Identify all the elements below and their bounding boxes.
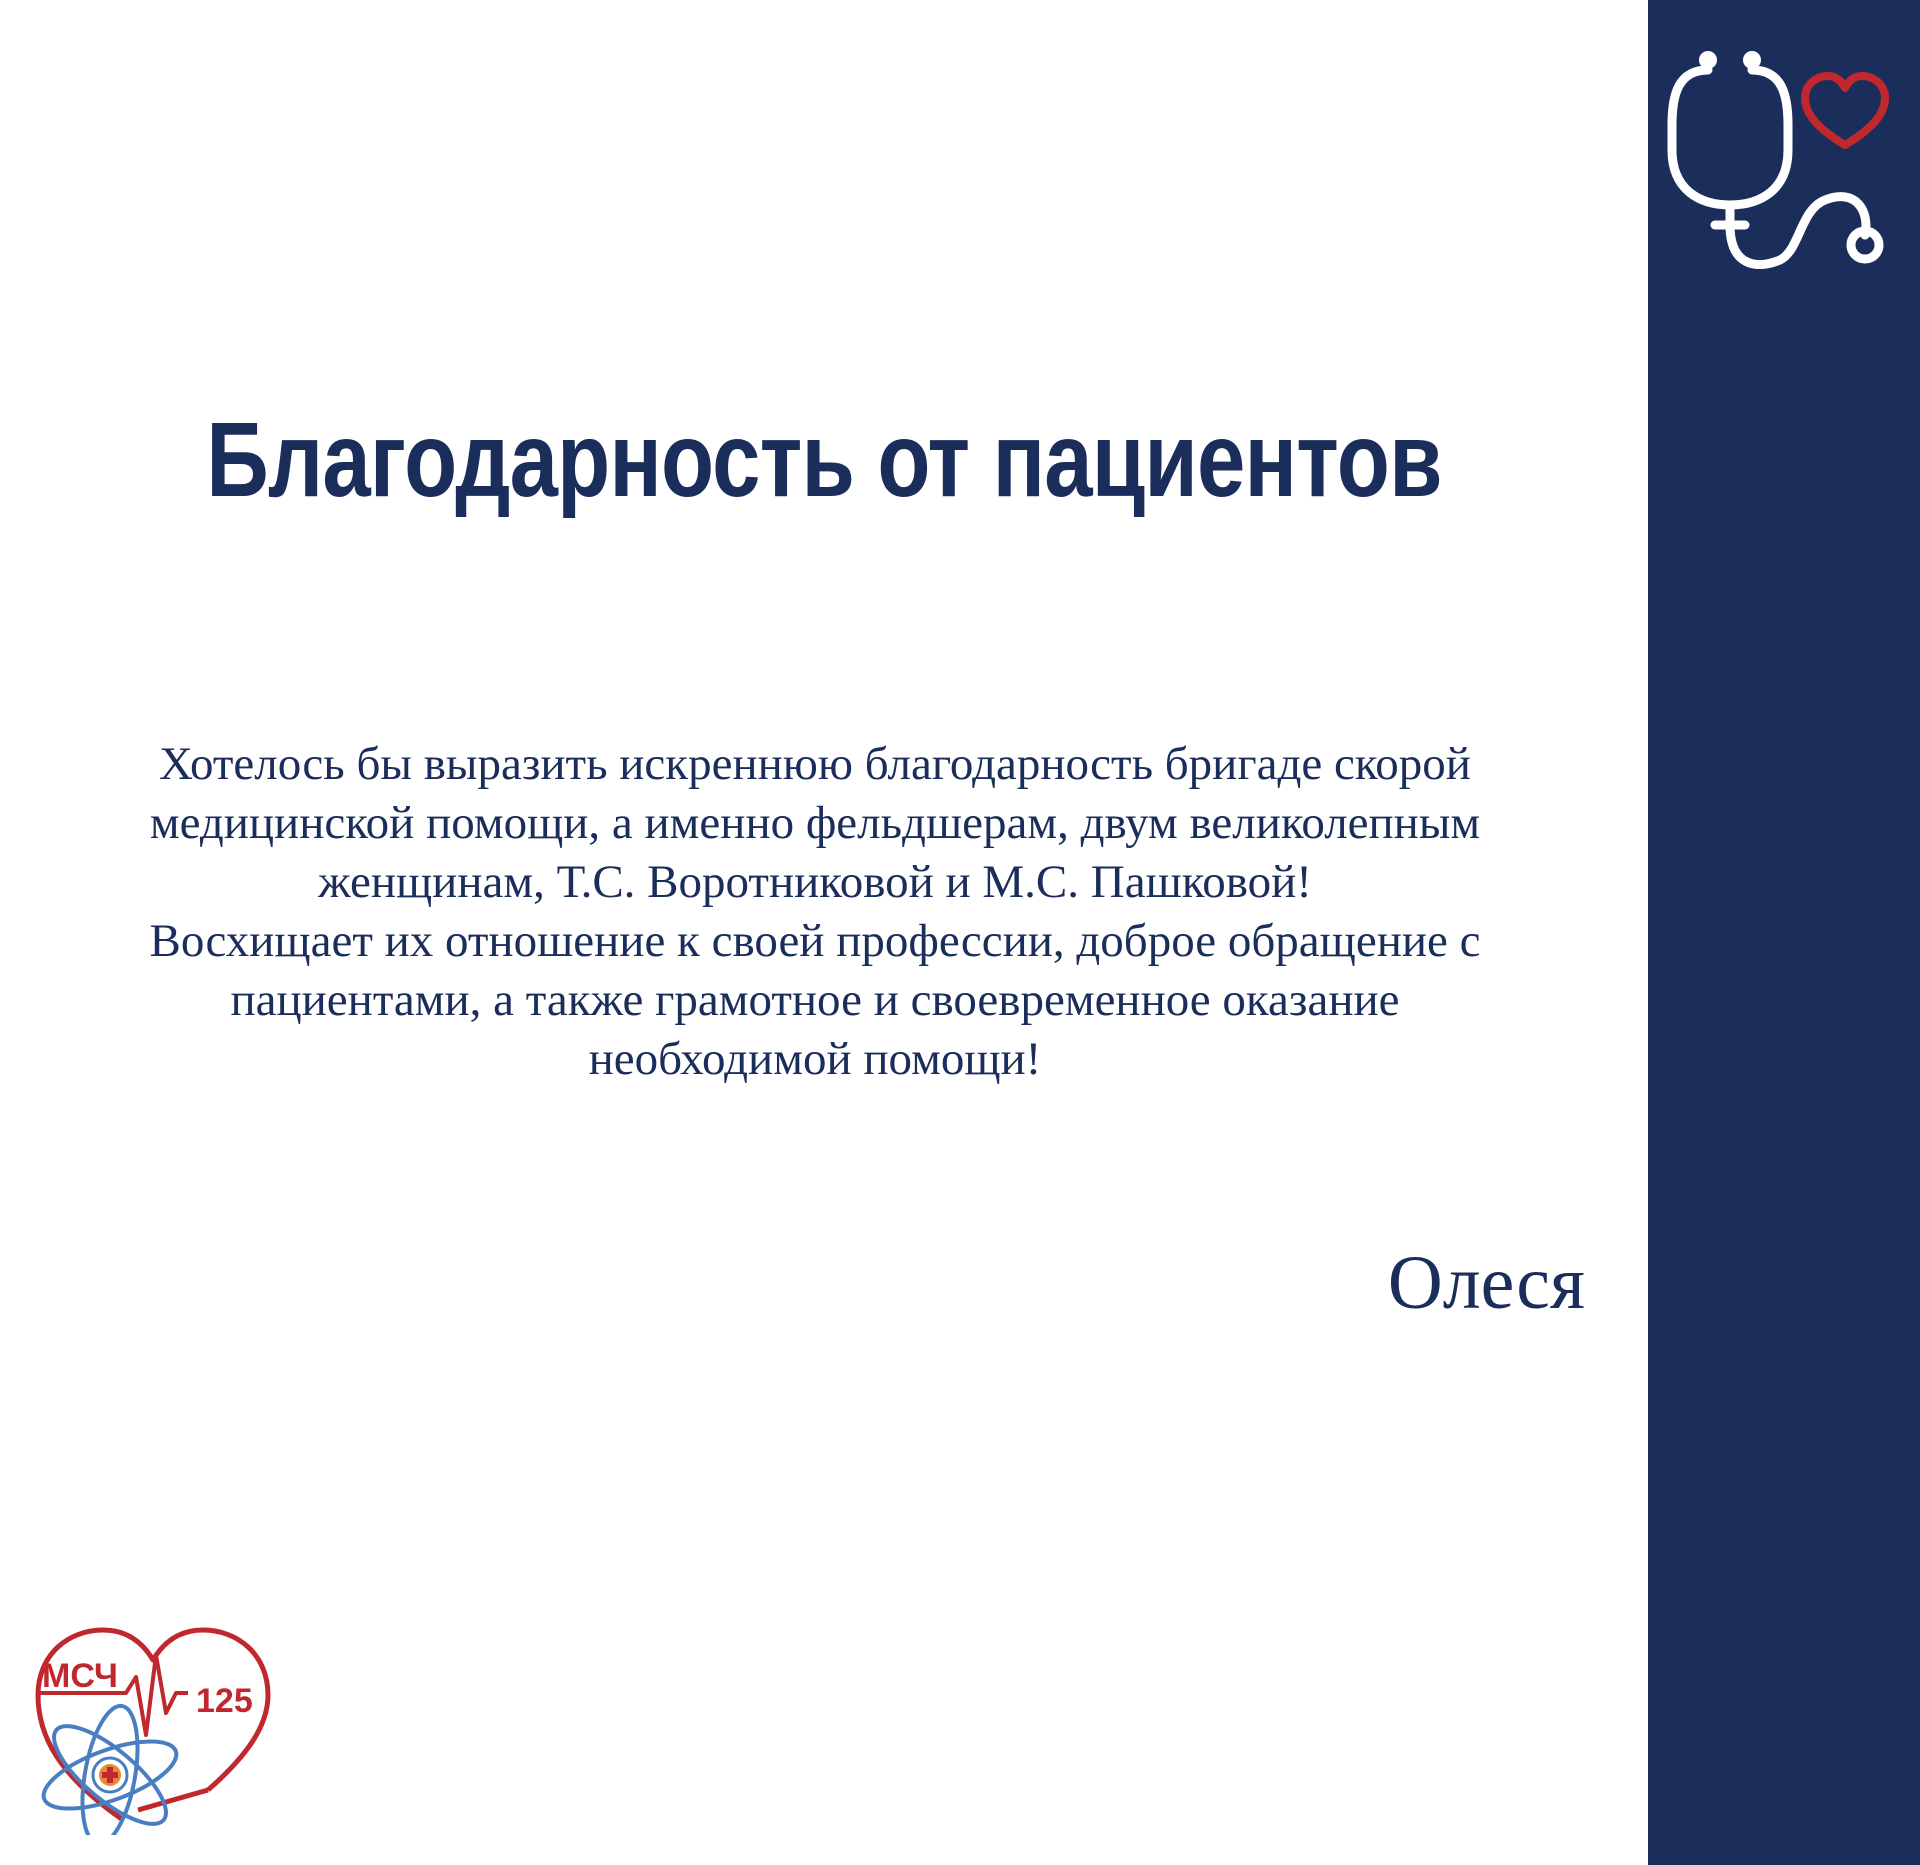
logo-text-left: МСЧ (42, 1657, 118, 1695)
msch-125-logo (28, 1615, 278, 1835)
message-line: пациентами, а также грамотное и своевременное оказание (230, 974, 1400, 1026)
logo-text-right: 125 (196, 1682, 253, 1720)
message-line: Хотелось бы выразить искреннюю благодарность бригаде скорой (159, 738, 1471, 790)
gratitude-message (40, 735, 1590, 1089)
signature: Олеся (1387, 1241, 1585, 1325)
right-sidebar-panel (1648, 0, 1920, 1865)
message-line: Восхищает их отношение к своей профессии, доброе обращение с (149, 915, 1481, 967)
message-line: необходимой помощи! (588, 1033, 1042, 1085)
page-title: Благодарность от пациентов (206, 401, 1442, 519)
stethoscope-heart-icon (1660, 40, 1900, 270)
message-line: женщинам, Т.С. Воротниковой и М.С. Пашковой! (318, 856, 1312, 908)
message-line: медицинской помощи, а именно фельдшерам, двум великолепным (149, 797, 1481, 849)
